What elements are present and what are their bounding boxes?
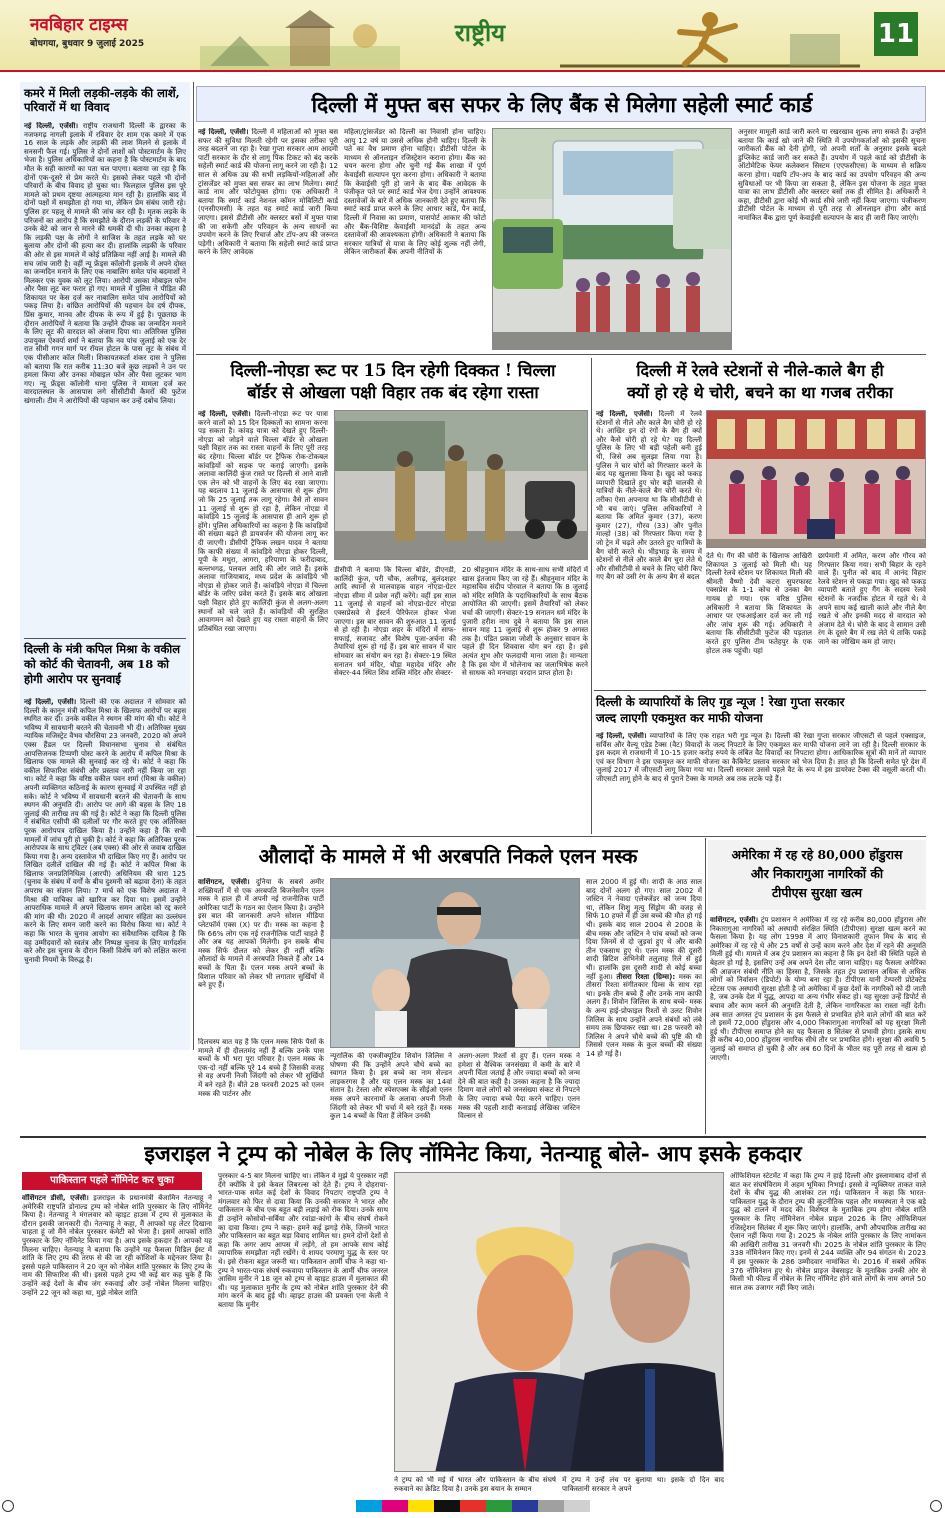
registration-mark-icon: [2, 1500, 14, 1512]
chilla-col2: डीसीपी ने बताया कि चिल्ला बॉर्डर, डीएनडी, कालिंदी कुंज, परी चौक, अलीगढ़, बुलंदशहर आदि स्थानों से मालवाहक वाहन नोएडा-ग्रेटर नोएडा सीमा में प्रवेश नहीं करेंगे। वहीं इस साल 11 जुलाई से वाहनों को नोएडा-ग्रेटर नोएडा एक्सप्रेसवे से ईस्टर्न पेरिफेरल होकर भेजा जाएगा। इस बार सावन की शुरुआत 11 जुलाई से हो रही है। नोएडा शहर के मंदिरों में साफ-सफाई, सजावट और विशेष पूजा-अर्चना की तैयारियां शुरू हो गई हैं। इस बार सावन में चार सोमवार का संयोग बन रहा है। सेक्टर-19 स्थित सनातन धर्म मंदिर, चौड़ा महादेव मंदिर और सेक्टर-44 स्थित शिव शक्ति मंदिर और सेक्टर-: [334, 566, 456, 678]
sidebar-divider: [24, 638, 186, 639]
trump-netanyahu-photo: [394, 1172, 724, 1472]
date-line: बोधगया, बुधवार 9 जुलाई 2025: [30, 39, 145, 49]
sidebar-story1-text: राष्ट्रीय राजधानी दिल्ली के द्वारका के नजफगढ़ नागली इलाके में रविवार देर शाम एक कमरे में एक 16 साल के लड़के और लड़की की लाश मिलने से इलाके में सनसनी फैल गई। पुलिस ने दोनों लाशों को पोस्टमार्टम के लिए भेजा है। पुलिस अधिकारियों का कहना है कि पोस्टमार्टम के बाद मौत के सही कारणों का पता चल पाएगा। बताया जा रहा है कि दोनों एक-दूसरे से प्रेम करते थे। इसको लेकर पहले भी दोनों परिवारों के बीच विवाद हो चुका था। फिलहाल पुलिस इस पूरे मामले को प्रथम दृष्टया आत्महत्या मान रही है। हालांकि बाद में दोनों पक्षों में समझौता हो गया था, लेकिन प्रेम संबंध जारी रहे। पुलिस हर पहलू से मामले की जांच कर रही है। मृतक लड़के के परिजनों का आरोप है कि समझौते के दौरान लड़की के परिवार ने उनके बेटे को जान से मारने की धमकी दी थी। उनका कहना है कि लड़की पक्ष के लोगों ने साजिश के तहत लड़के को घर बुलाया और दोनों की हत्या कर दी। हालांकि लड़की के परिवार की ओर से इस मामले में कोई प्रतिक्रिया नहीं आई है। मामले की सच जांच जारी है। वहीं न्यू फ्रेंड्स कॉलोनी इलाके में अपने दोस्त का जन्मदिन मनाने के लिए एक नाबालिग समेत पांच बदमाशों ने मिलकर एक युवक को लूट लिया। आरोपी उसका मोबाइल फोन और पैसा लूट कर फरार हो गए। मामले में पुलिस ने पीड़ित की शिकायत पर केस दर्ज कर नाबालिग समेत पांच आरोपियों को पकड़ लिया है। वांछित आरोपियों की पहचान देव दर्ष दीपक, प्रिंस कुमार, मानव और दीपक के रूप में हुई है। पूछताछ के दौरान आरोपियों ने बताया कि उन्होंने दीपक का जन्मदिन मनाने के लिए लूट की वारदात को अंजाम दिया था। अतिरिक्त पुलिस उपायुक्त ऐश्वर्या शर्मा ने बताया कि नव पांच जुलाई को एक देर रात सीमी गगन मार्ग पर रॉयल होटल के पास लूट के संबंध में एक पीसीआर कॉल मिली। शिकायतकर्ता शंकर दास ने पुलिस को बताया कि रात करीब 11:30 बजे कुछ लड़कों ने उन पर हमला किया और उनका मोबाइल फोन और पैसा लूटकर भाग गए। न्यू फ्रेंड्स कॉलोनी थाना पुलिस ने मामला दर्ज कर वारदातस्थल के आसपास लगे सीसीटीवी कैमरों की फुटेज खंगाली। टीम ने आरोपियों की पहचान कर उन्हें दबोच लिया।: [24, 122, 186, 405]
tps-body: [710, 916, 926, 1132]
monument-artwork-icon: [200, 6, 400, 70]
railway-col1-top-text: दिल्ली में रेलवे स्टेशनों से नीले और काले बैग चोरी हो रहे थे। आखिर इन दो रंगों के बैग ही क्यों और कैसे चोरी हो रहे थे? यह दिल्ली पुलिस के लिए भी बड़ी पहेली बनी हुई थी, जिसे अब सुलझा लिया गया है। पुलिस ने चार चोरों को गिरफ्तार करने के बाद यह खुलासा किया है। खुद को फकड़ व्यापारी दिखाते हुए चोर बड़ी चालकी से यात्रियों के नीले-काले बैग चोरी करते थे। तरीका ऐसा अपनाया था कि सीसीटीवी से भी बच जाएं। पुलिस अधिकारियों ने बताया कि अमित कुमार (37), करण कुमार (27), गौरव (33) और पुनीत माल्हो (38) को गिरफ्तार किया गया है जो ट्रेन में चढ़ते और उतरते हुए यात्रियों के बैग चोरी करते थे। भीड़भाड़ के समय में स्टेशनों से नीले और काले बैग चुरा लेते थे और सीसीटीवी से बचने के लिए चोरी किए गए बैग को उसी रंग के अन्य बैग से बदल: [596, 410, 702, 582]
railway-station-photo: [706, 410, 926, 548]
musk-col3b: अलग-अलग रिश्तों से हुए हैं। एलन मस्क ने हमेशा से वैश्विक जनसंख्या में कमी के बारे में अपनी चिंता जताई है और ज्यादा बच्चों को जन्म देने की बात कही है। उनका कहना है कि ज्यादा दिमाग वाले लोगों को जनसंख्या संकट से निपटने के लिए ज्यादा बच्चे पैदा करने चाहिए। एलन मस्क की पहली शादी कनाडाई लेखिका जस्टिन विल्सन से: [458, 1052, 580, 1121]
lead-col1-text: दिल्ली में महिलाओं को मुफ्त बस सफर की सुविधा मिलती रहेगी पर इसका तरीका पूरी तरह बदलने जा रहा है। रेखा गुप्ता सरकार आम आदमी पार्टी सरकार के दौर से लागू पिंक टिकट को बंद करके सहेली स्मार्ट कार्ड की योजना लागू करने जा रही है। 12 साल से अधिक उम्र की सभी लड़कियों-महिलाओं और ट्रांसजेंडर को मुफ्त बस सफर का लाभ मिलेगा। स्मार्ट कार्ड नाम और फोटोयुक्त होगा। एक अधिकारी ने बताया कि स्मार्ट कार्ड नेशनल कॉमन मोबिलिटी कार्ड (एनसीएमसी) के तहत यह स्मार्ट कार्ड जारी किया जाएगा। इससे डीटीसी और क्लस्टर बसों में मुफ्त यात्रा की जा सकेगी और परिवहन के अन्य साधनों का उपयोग करने के लिए रिचार्ज और टॉप-अप की जरूरत पड़ेगी। अधिकारी ने बताया कि सहेली स्मार्ट कार्ड प्राप्त करने के लिए आवेदक: [198, 128, 338, 257]
railway-col1-top: [596, 410, 702, 686]
chilla-right-rule: [591, 358, 592, 834]
musk-right-rule: [705, 838, 706, 1134]
israel-tag: [22, 1172, 202, 1190]
chilla-col3: 20 श्रीहनुमान मंदिर के साथ-साथ सभी मंदिरों में खास इंतजाम किए जा रहे हैं। श्रीहनुमान मंदिर के महासचिव संदीप पोरवाल ने बताया कि 8 जुलाई को मंदिर समिति के पदाधिकारियों के साथ बैठक आयोजित की जाएगी। इसमें तैयारियों को लेकर चर्चा की जाएगी। सेक्टर-19 सनातन धर्म मंदिर के पुजारी हरीश नाथ दुबे ने बताया कि इस साल सावन माह 11 जुलाई से शुरू होकर 9 अगस्त तक है। पंडित प्रकाश जोशी के अनुसार सावन के पहले ही दिन शिववास योग बन रहा है। इसे अत्यंत शुभ और फलदायी माना जाता है। मान्यता है कि इस योग में भोलेनाथ का जलाभिषेक करने से साधक को मनचाहा वरदान प्राप्त होता है।: [462, 566, 588, 678]
israel-col1: [22, 1194, 212, 1492]
sidebar-story2-body: [24, 698, 186, 1046]
musk-col2b: न्यूरालिंक की एक्जीक्यूटिव शिवोन जिलिस ने घोषणा की कि उन्होंने अपने चौथे बच्चे का स्वागत किया है। इस बच्चे का नाम सेल्डन लाइकरगस है और यह एलन मस्क का 14वां संतान है। टेस्ला और स्पेसएक्स के सीईओ एलन मस्क अपने कारनामों के अलावा अपनी निजी जिंदगी को लेकर भी चर्चा में बने रहते हैं। मस्क कुल 14 बच्चों के पिता हैं लेकिन उनकी: [330, 1052, 452, 1121]
brand-name: नवबिहार टाइम्स: [30, 15, 128, 35]
musk-headline: औलादों के मामले में भी अरबपति निकले एलन मस्क: [258, 844, 638, 868]
israel-dateline: वॉशिंगटन डीसी, एजेंसी।: [22, 1194, 89, 1202]
israel-headline: इजराइल ने ट्रम्प को नोबेल के लिए नॉमिनेट किया, नेतन्याहू बोले- आप इसके हकदार: [144, 1142, 802, 1167]
police-checkpoint-photo: [334, 410, 588, 560]
sidebar-column-rule: [193, 82, 194, 1050]
gst-text: व्यापारियों के लिए एक राहत भरी गुड न्यूज है। दिल्ली की रेखा गुप्ता सरकार जीएसटी से पहले एक्साइज, सर्विस और वैल्यू एडेड टैक्स (वैट) विवादों के जल्द निपटारे के लिए एकमुश्त कर माफी योजना लाने जा रही है। दिल्ली सरकार के इस कदम से राजधानी में 10-15 हजार करोड़ रुपये के लंबित वैट विवादों का निपटारा होगा। आधिकारिक सूत्रों की मानें तो व्यापार एवं कर विभाग ने इस एकमुश्त कर माफी योजना का कैबिनेट प्रस्ताव सरकार को भेज दिया है। ज्ञात हो कि दिल्ली समेत पूरे देश में जुलाई 2017 में जीएसटी लागू किया गया था। दिल्ली सरकार उससे पहले वैट के रूप में इस डायरेक्ट टैक्स की वसूली करती थी। जीएसटी लागू होने के बाद से पुराने टैक्स के मामले अब तक लटके पड़े हैं।: [596, 732, 926, 783]
railway-dateline: नई दिल्ली, एजेंसी।: [596, 410, 653, 418]
chilla-col1-text: दिल्ली-नोएडा रूट पर यात्रा करने वालों को 15 दिन दिक्कतों का सामना करना पड़ सकता है। कांवड़ यात्रा को देखते हुए दिल्ली-नोएडा को जोड़ने वाले चिल्ला बॉर्डर से ओखला पक्षी विहार तक का रास्ता वाहनों के लिए पूरी तरह बंद रहेगा। चिल्ला बॉर्डर पर ट्रैफिक रोक-टोकबल कांवड़ियों को सड़क पर कराई जाएगी। इसके अलावा कालिंदी कुंज रास्ते पर दिल्ली से आने वाली एक लेन को भी वाहनों के लिए बंद रखा जाएगा। यह बदलाव 11 जुलाई के आसपास से शुरू होगा जो कि 25 जुलाई तक लागू रहेगा। वैसे तो सावन 11 जुलाई से शुरू हो रहा है, लेकिन नोएडा में कांवड़िये 15 जुलाई के आसपास ही आने शुरू हो होंगे। पुलिस अधिकारियों का कहना है कि कांवड़ियों की संख्या बढ़ते ही डायवर्जन की योजना लागू कर दी जाएगी। डीसीपी ट्रैफिक लखन यादव ने बताया कि काफी संख्या में कांवड़िये नोएडा होकर दिल्ली, यूपी के मथुरा, आगरा, हरियाणा के फरीदाबाद, बल्लभगढ़, पलवल आदि की ओर जाते हैं। इसके अलावा गाजियाबाद, मध्य प्रदेश के कांवड़िये भी नोएडा से होकर जाते हैं। कांवड़िये नोएडा में चिल्ला बॉर्डर के जरिए प्रवेश करते हैं। इसके बाद ओखला पक्षी विहार होते हुए कालिंदी कुंज से अलग-अलग स्थानों को चले जाते हैं। कांवड़ियों की सुरक्षित आवागमन को देखते हुए यह रास्ता वाहनों के लिए प्रतिबंधित रखा जाएगा।: [198, 410, 328, 633]
tps-headline-line1: अमेरिका में रह रहे 80,000 होंडुरास: [731, 847, 903, 862]
israel-col1-text: इजराइल के प्रधानमंत्री बेंजामिन नेतन्याहू ने अमेरिकी राष्ट्रपति डोनाल्ड ट्रम्प को नोबेल शांति पुरस्कार के लिए नॉमिनेट किया है। नेतन्याहू ने मंगलवार को व्हाइट हाउस में ट्रम्प से मुलाकात के दौरान इसकी जानकारी दी। नेतन्याहू ने कहा, मैं आपको यह लेटर दिखाना चाहता हूं जो मैंने नोबेल पुरस्कार कमेटी को भेजा है। इसमें आपको शांति पुरस्कार के लिए नॉमिनेट किया गया है। आप इसके हकदार हैं। आपको यह मिलना चाहिए। नेतन्याहू ने बताया कि उन्होंने यह फैसला मिडिल ईस्ट में शांति के लिए ट्रम्प की तरफ से की जा रही कोशिशों के मद्देनजर लिया है। इससे पहले पाकिस्तान ने 20 जून को नोबेल शांति पुरस्कार के लिए ट्रम्प के नाम की सिफारिश की थी। इससे पहले ट्रम्प भी कई बार कह चुके हैं कि उन्होंने कई देशों के बीच जंग रुकवाई और उन्हें नोबेल मिलना चाहिए। उन्होंने 22 जून को कहा था, मुझे नोबेल शांति: [22, 1194, 212, 1297]
railway-headline: [594, 360, 926, 404]
railway-col1-bottom: देते थे। गैंग की चोरी के खिलाफ आखिरी शिकायत 3 जुलाई को मिली थी। यह दिल्ली रेलवे स्टेशन पर शिकायत मिली की श्रीमती वैष्णो देवी कटरा सुपरफास्ट एक्सप्रेस के 1-1 कोच से उनका बैग गायब हो गया। एक वरिष्ठ पुलिस अधिकारी ने बताया कि शिकायत के आधार पर एफआईआर दर्ज कर ली गई और जांच शुरू की गई। अधिकारी ने बताया कि सीसीटीवी फुटेज की पड़ताल करते हुए पुलिस टीम फतेहपुर के एक होटल तक पहुंची। यहां: [706, 552, 812, 655]
musk-col4: [586, 878, 702, 1132]
tps-headline-line3: टीपीएस सुरक्षा खत्म: [771, 885, 863, 900]
chilla-headline-line2: बॉर्डर से ओखला पक्षी विहार तक बंद रहेगा रास्ता: [247, 383, 539, 402]
gst-headline-line1: दिल्ली के व्यापारियों के लिए गुड न्यूज ! रेखा गुप्ता सरकार: [596, 695, 845, 709]
railway-col2-bottom: छापेमारी में अमित, करण और गौरव को गिरफ्तार किया गया। सभी बिहार के रहने वाले हैं। पुनीत को बाद में आनंद विहार रेलवे स्टेशन से पकड़ा गया। खुद को फकड़ व्यापारी बताते हुए गैंग के सदस्य रेलवे स्टेशनों के नजदीक होटल में रहते थे। वे अपने साथ कई खाली काले और नीले बैग रखते थे और इनकी मदद से वारदात को अंजाम देते थे। चोरी के बाद वे सामान उसी रंग के दूसरे बैग में रख लेते थे ताकि पकड़े जाने का जोखिम कम हो जाए।: [818, 552, 926, 646]
railway-headline-line1: दिल्ली में रेलवे स्टेशनों से नीले-काले बैग ही: [636, 361, 884, 380]
musk-subhead: तीसरा रिश्ता (ग्रिम्स):: [616, 971, 676, 981]
lead-col1: [198, 128, 338, 350]
israel-top-rule: [20, 1136, 926, 1138]
sidebar-story2-headline: दिल्ली के मंत्री कपिल मिश्रा के वकील को कोर्ट की चेतावनी, अब 18 को होगी आरोप पर सुनवाई: [24, 642, 181, 686]
musk-col1: [198, 878, 324, 1034]
lead-headline: दिल्ली में मुफ्त बस सफर के लिए बैंक से मिलेगा सहेली स्मार्ट कार्ड: [311, 92, 813, 117]
sidebar-story1-dateline: नई दिल्ली, एजेंसी।: [24, 122, 79, 130]
chilla-headline: [196, 360, 590, 404]
bus-photo: [492, 128, 732, 350]
page-number: 11: [877, 19, 915, 49]
tps-headline-line2: और निकारागुआ नागरिकों की: [750, 866, 884, 881]
sidebar-story2-text: दिल्ली की एक अदालत ने सोमवार को दिल्ली के कानून मंत्री कपिल मिश्रा के खिलाफ आरोपों पर बहस स्थगित कर दी। उनके वकील ने स्थगन की मांग की थी। कोर्ट ने भविष्य में सावधानी बरतने की चेतावनी भी दी। अतिरिक्त मुख्य न्यायिक मजिस्ट्रेट वैभव चौरसिया 23 जनवरी, 2020 को अपने एक्स हैंडल पर दिल्ली विधानसभा चुनाव से संबंधित आपत्तिजनक टिप्पणी पोस्ट करने के आरोप में कपिल मिश्रा के खिलाफ एक मामले की सुनवाई कर रहे थे। कोर्ट ने कहा कि वकील सिफारिश संबंधी और प्रस्ताव जारी नहीं किया जा रहा था। कोर्ट ने कहा कि वरिष्ठ वकील पवन शर्मा (मिश्रा के वकील) अपनी व्यक्तिगत कठिनाई के कारण सुनवाई में उपस्थित नहीं हो सके। कोर्ट ने भविष्य में सावधानी बरतने की चेतावनी के साथ स्थगन की अनुमति दी। आरोप पर आगे की बहस के लिए 18 जुलाई की तारीख तय की गई है। कोर्ट ने कहा कि दिल्ली पुलिस ने संबंधित एसीपी की दलीलों पर गौर करते हुए एक अतिरिक्त पूरक आरोपपत्र दाखिल किया है। उन्होंने कहा है कि सभी मामलों में जांच पूरी हो चुकी है। कोर्ट ने कहा कि अतिरिक्त पूरक आरोपपत्र के साथ ट्विटर (अब एक्स) की ओर से जवाब दाखिल किया गया है। अन्य दस्तावेज भी दाखिल किए गए हैं। आरोप पर लिखित दलीलें दाखिल की गई हैं। कोर्ट ने कपिल मिश्रा के खिलाफ जनप्रतिनिधित्व (आरपी) अधिनियम की धारा 125 (चुनाव के संबंध में वर्गों के बीच दुश्मनी को बढ़ावा देना) के तहत अपराध का संज्ञान लिया। 7 मार्च को एक विशेष अदालत ने मिश्रा की याचिका को खारिज कर दिया था। इसमें उन्होंने आपराधिक मामले में अपने खिलाफ समन आदेश को रद्द करने की मांग की थी। 2020 में आदर्श आचार संहिता का उल्लंघन करने के लिए समन जारी करने का विरोध किया था। कोर्ट ने कहा कि भारत के चुनाव आयोग का संवैधानिक दायित्व है कि वह उम्मीदवारों को स्वतंत्र और निष्पक्ष चुनाव के लिए मार्गदर्शन करे और इस चुनाव के दौरान किसी विशेष वर्ग को लक्षित करना चुनावी नियमों के विरुद्ध है।: [24, 698, 186, 964]
tps-dateline: वाशिंगटन, एजेंसी।: [710, 916, 759, 924]
sidebar-story1-body: [24, 122, 186, 634]
tps-text: ट्रंप प्रशासन ने अमेरिका में रह रहे करीब 80,000 होंडुरास और निकारागुआ नागरिकों को अस्थायी संरक्षित स्थिति (टीपीएस) सुरक्षा खत्म करने का फैसला किया है। यह लोग 1998 में आए विनाशकारी तूफान मिच के बाद से अमेरिका में रह रहे थे और 25 वर्षों से उन्हें काम करने और देश में रहने की अनुमति मिली हुई थी। मामले में अब ट्रंप प्रशासन का कहना है कि इन देशों की स्थिति पहले से बेहतर हो गई है, इसलिए उन्हें अब अपने देश लौट जाना चाहिए। यह फैसला अमेरिका की आव्रजन संबंधी नीति का हिस्सा है, जिसके तहत ट्रंप प्रशासन अधिक से अधिक लोगों को निर्वासन (डिपोर्ट) के योग्य बना रहा है। टीपीएस यानी टेम्पररी प्रोटेक्टेड स्टेटस एक अस्थायी सुरक्षा होती है जो अमेरिका में कुछ देशों के नागरिकों को दी जाती है, जब उनके देश में युद्ध, आपदा या अन्य गंभीर संकट हो। यह सुरक्षा उन्हें डिपोर्ट से बचाव और काम करने की अनुमति देती है, लेकिन नागरिकता का रास्ता नहीं देती। अब सात अगस्त ट्रंप प्रशासन के इस फैसले से प्रभावित होने वाले लोगों की बात करें तो इसमें 72,000 होंडुरास और 4,000 निकारागुआ नागरिकों को यह सुरक्षा मिली हुई थी। टीपीएस समाप्त होने का यह फैसला 8 सितंबर से प्रभावी होगा। इसके साथ ही करीब 40,000 होंडुरास नागरिक सीधे तौर पर प्रभावित होंगे। सुरक्षा की अवधि 5 जुलाई को समाप्त हो चुकी है और अब 60 दिनों के भीतर यह पूरी तरह से खत्म हो जाएगी।: [710, 916, 926, 1062]
lead-bottom-rule: [196, 354, 926, 355]
page-number-badge: [874, 12, 918, 56]
chilla-dateline: नई दिल्ली, एजेंसी।: [198, 410, 251, 418]
lead-dateline: नई दिल्ली, एजेंसी।: [198, 128, 249, 136]
lead-headline-band: [196, 86, 926, 122]
lead-col2: महिला/ट्रांसजेंडर को दिल्ली का निवासी होना चाहिए। आयु 12 वर्ष या उससे अधिक होनी चाहिए। दिल्ली के पते का वैध प्रमाण होना चाहिए। डीटीसी पोर्टल के माध्यम से ऑनलाइन रजिस्ट्रेशन कराना होगा। बैंक का चयन करना होगा और चुनी गई बैंक शाखा में पूर्ण केवाईसी सत्यापन पूरा करना होगा। अधिकारी ने बताया कि केवाईसी पूरी हो जाने के बाद बैंक आवेदक के पंजीकृत पते पर स्मार्ट कार्ड भेज देगा। उन्होंने आवश्यक दस्तावेजों के बारे में अधिक जानकारी देते हुए बताया कि स्मार्ट कार्ड प्राप्त करने के लिए आधार कार्ड, पैन कार्ड, दिल्ली में निवास का प्रमाण, पासपोर्ट आकार की फोटो और बैंक-विशिष्ट केवाईसी मानदंडों के तहत अन्य दस्तावेजों की आवश्यकता होगी। अधिकारी ने बताया कि सरकार यात्रियों से यात्रा के लिए कोई शुल्क नहीं लेगी, लेकिन जारीकर्ता बैंक अपनी नीतियों के: [344, 128, 486, 257]
gst-headline: [596, 694, 926, 726]
registration-mark-icon: [930, 1500, 942, 1512]
photo-caption-right: में ट्रम्प ने उन्हें लंच पर बुलाया था। इसके दो दिन बाद पाकिस्तानी सरकार ने अपने: [562, 1476, 724, 1493]
israel-col2: पुरस्कार 4-5 बार मिलना चाहिए था। लेकिन वे मुझे ये पुरस्कार नहीं देंगे क्योंकि वे इसे केवल लिबरल्स को देते हैं। ट्रम्प ने दोहराया- भारत-पाक समेत कई देशों के विवाद निपटाए राष्ट्रपति ट्रम्प ने मंगलवार को फिर से दावा किया कि उनकी सरकार ने भारत और पाकिस्तान के बीच एक बहुत बड़ी लड़ाई को रोक दिया। उनके साथ ही उन्होंने कोसोवो-सर्बिया और रवांडा-कांगो के बीच संघर्ष रोकने का दावा किया। ट्रम्प ने कहा- हमने कई झगड़े रोके, जिनमें भारत और पाकिस्तान का बहुत बड़ा विवाद शामिल था। हमने दोनों देशों से कहा कि अगर आप आपस में लड़ेंगे, तो हम आपके साथ कोई व्यापारिक समझौता नहीं रखेंगे। ये शायद परमाणु युद्ध के स्तर पर थे। इसे रोकना बहुत जरूरी था। पाकिस्तान आर्मी चीफ ने कहा था- ट्रम्प ने भारत-पाक संघर्ष रुकवाया पाकिस्तान के आर्मी चीफ जनरल आसिम मुनीर ने 18 जून को ट्रम्प से व्हाइट हाउस में मुलाकात की थी। यह मुलाकात मुनीर के ट्रम्प को नोबेल शांति पुरस्कार देने की मांग करने के बाद हुई थी। व्हाइट हाउस की प्रवक्ता एना केली ने बताया कि मुनीर: [218, 1172, 388, 1309]
chilla-headline-line1: दिल्ली-नोएडा रूट पर 15 दिन रहेगी दिक्कत ! चिल्ला: [230, 361, 556, 380]
musk-dateline: वाशिंगटन, एजेंसी।: [198, 878, 250, 886]
section-title: राष्ट्रीय: [454, 18, 506, 47]
musk-col1-text: दुनिया के सबसे अमीर शख्सियतों में से एक अरबपति बिजनेसमैन एलन मस्क ने हाल ही में अपनी नई राजनीतिक पार्टी अमेरिका पार्टी के गठन का ऐलान किया है। उन्होंने इस बात की जानकारी अपने सोशल मीडिया प्लेटफॉर्म एक्स (X) पर दी। मस्क का कहना है कि 66% लोग एक नई राजनीतिक पार्टी चाहते हैं और अब यह आपको मिलेगी। इन सबके बीच मस्क सिर्फ दौलत को लेकर ही नहीं बल्कि औलादों के मामले में अरबपति निकले हैं और 14 बच्चों के पिता हैं। एलन मस्क अपने बच्चों के विशाल परिवार को लेकर भी लगातार सुर्खियों में बने हुए हैं।: [198, 878, 324, 990]
musk-col4b-text: मस्क का तीसरा रिश्ता संगीतकार ग्रिम्स के साथ रहा था। इनके तीन बच्चे हैं और उनके नाम काफी अलग हैं। शिवोन जिलिस के साथ बच्चे- मस्क के अन्य हाई-प्रोफाइल रिश्तों से उलट शिवोन जिलिस के साथ उन्होंने अपने संबंधों को लंबे समय तक छिपाकर रखा था। 28 फरवरी को जिलिस ने अपने चौथे बच्चे की पुष्टि की थी जिससे एलन मस्क के कुल बच्चों की संख्या 14 हो गई है।: [586, 971, 702, 1058]
gst-headline-line2: जल्द लाएगी एकमुश्त कर माफी योजना: [596, 711, 763, 725]
sidebar-story2-dateline: नई दिल्ली, एजेंसी।: [24, 698, 77, 706]
sidebar: [20, 82, 190, 1050]
lead-col3: अनुसार मामूली कार्ड जारी करने या रखरखाव शुल्क लगा सकते हैं। उन्होंने बताया कि कार्ड खो जाने की स्थिति में उपयोगकर्ताओं को इसकी सूचना जारीकर्ता बैंक को देनी होगी, जो अपनी शर्तों के अनुसार इसके बदले डुप्लिकेट कार्ड जारी कर सकते हैं। उपयोग में पहले कार्ड को डीटीसी के ऑटोमेटिक फेयर कलेक्शन सिस्टम (एएफसीएस) के माध्यम से सक्रिय करना होगा। यद्यपि टॉप-अप के बाद कार्ड का उपयोग परिवहन की अन्य सुविधाओं पर भी किया जा सकता है, लेकिन इस योजना के तहत मुफ्त यात्रा का लाभ डीटीसी और क्लस्टर बसों तक ही सीमित है। अधिकारी ने कहा, डीटीसी द्वारा कोई भी कार्ड सीधे जारी नहीं किया जाएगा। पंजीकरण डीटीसी पोर्टल के माध्यम से पूरी तरह से ऑनलाइन होगा और कार्ड नामांकित बैंक द्वारा पूर्ण केवाईसी सत्यापन के बाद ही जारी किए जाएंगे।: [738, 128, 926, 222]
photo-caption-left: ने ट्रम्प को भी मई में भारत और पाकिस्तान के बीच संघर्ष रुकवाने का क्रेडिट दिया है। उनके इस बयान के सम्मान: [394, 1476, 556, 1493]
gst-body: [596, 732, 926, 832]
color-bar-icon: [0, 1500, 945, 1514]
israel-col4: ऑफिशियल स्टेटमेंट में कहा कि ट्रम्प ने हाई दिल्ली और इस्लामाबाद दोनों से बात कर संघर्षविराम में अहम भूमिका निभाई। इससे वे न्यूक्लियर ताकत वाले देशों के बीच युद्ध की आशंका टल गई। पाकिस्तान ने कहा कि भारत-पाकिस्तान युद्ध के दौरान ट्रम्प की कूटनीतिक पहल और मध्यस्थता ने एक बड़े युद्ध को टालने में मदद की। विशेषज्ञ के मुताबिक ट्रम्प होगा नोबेल शांति पुरस्कार के लिए नॉमिनेशन नोबेल प्राइज 2026 के लिए ऑफिशियल रजिस्ट्रेशन सितंबर में शुरू किए जाएंगे। हालांकि, अभी औपचारिक तारीख का ऐलान नहीं किया गया है। 2025 के नोबेल शांति पुरस्कार के लिए नामांकन की आखिरी तारीख 31 जनवरी थी। 2025 के नोबेल शांति पुरस्कार के लिए 338 नॉमिनेशन किए गए। इनमें से 244 व्यक्ति और 94 संगठन थे। 2023 में इस पुरस्कार के 286 उम्मीदवार नामांकित थे। 2016 में सबसे अधिक 376 नॉमिनेशन हुए थे। नोबेल प्राइज वेबसाइट के मुताबिक उनकी ओर से किसी भी फील्ड में नोबेल के लिए नॉमिनेट होने वाले लोगों के नाम अगले 50 साल तक उजागर नहीं किए जाते।: [730, 1172, 926, 1292]
masthead: [0, 0, 945, 72]
runner-silhouette-artwork-icon: [560, 4, 860, 70]
gst-dateline: नई दिल्ली, एजेंसी।: [596, 732, 647, 740]
musk-family-photo: [330, 878, 580, 1048]
musk-col1b: दिलचस्प बात यह है कि एलन मस्क सिर्फ पैसों के मामले में ही दौलतमंद नहीं हैं बल्कि उनके पास बच्चों के भी भरा पूरा परिवार है। एलन मस्क के एक-दो नहीं बल्कि पूरे 14 बच्चे हैं जिसकी वजह से वह अपनी निजी जिंदगी को लेकर भी सुर्खियों में बने रहते हैं। बीते 28 फरवरी 2025 को एलन मस्क की पार्टनर और: [198, 1038, 324, 1098]
israel-tag-text: पाकिस्तान पहले नॉमिनेट कर चुका: [50, 1175, 174, 1186]
gst-top-rule: [594, 690, 926, 691]
railway-headline-line2: क्यों हो रहे थे चोरी, बचने का था गजब तरीका: [627, 383, 893, 402]
sidebar-story1-headline: कमरे में मिली लड़की-लड़के की लाशें, परिवारों में था विवाद: [24, 86, 180, 114]
musk-top-rule: [196, 836, 926, 837]
musk-col4-text: साल 2000 में हुई थी। शादी के आठ साल बाद दोनों अलग हो गए। साल 2002 में जस्टिन ने नेवादा एलेक्जेंडर को जन्म दिया था, लेकिन शिशु मृत्यु सिंड्रोम की वजह से सिर्फ 10 हफ्ते में ही उस बच्चे की मौत हो गई थी। इसके बाद साल 2004 से 2008 के बीच मस्क और जस्टिन ने पांच बच्चों को जन्म दिया जिनमें से दो जुड़वां हुए थे और बाकी तीन एकसाथ हुए थे। एलन मस्क की दूसरी शादी ब्रिटिश अभिनेत्री तलुलाह रिले से हुई थी। हालांकि इस दूसरी शादी से कोई बच्चा नहीं हुआ।: [586, 878, 702, 981]
tps-headline-box: [708, 840, 926, 910]
chilla-col1: [198, 410, 328, 830]
